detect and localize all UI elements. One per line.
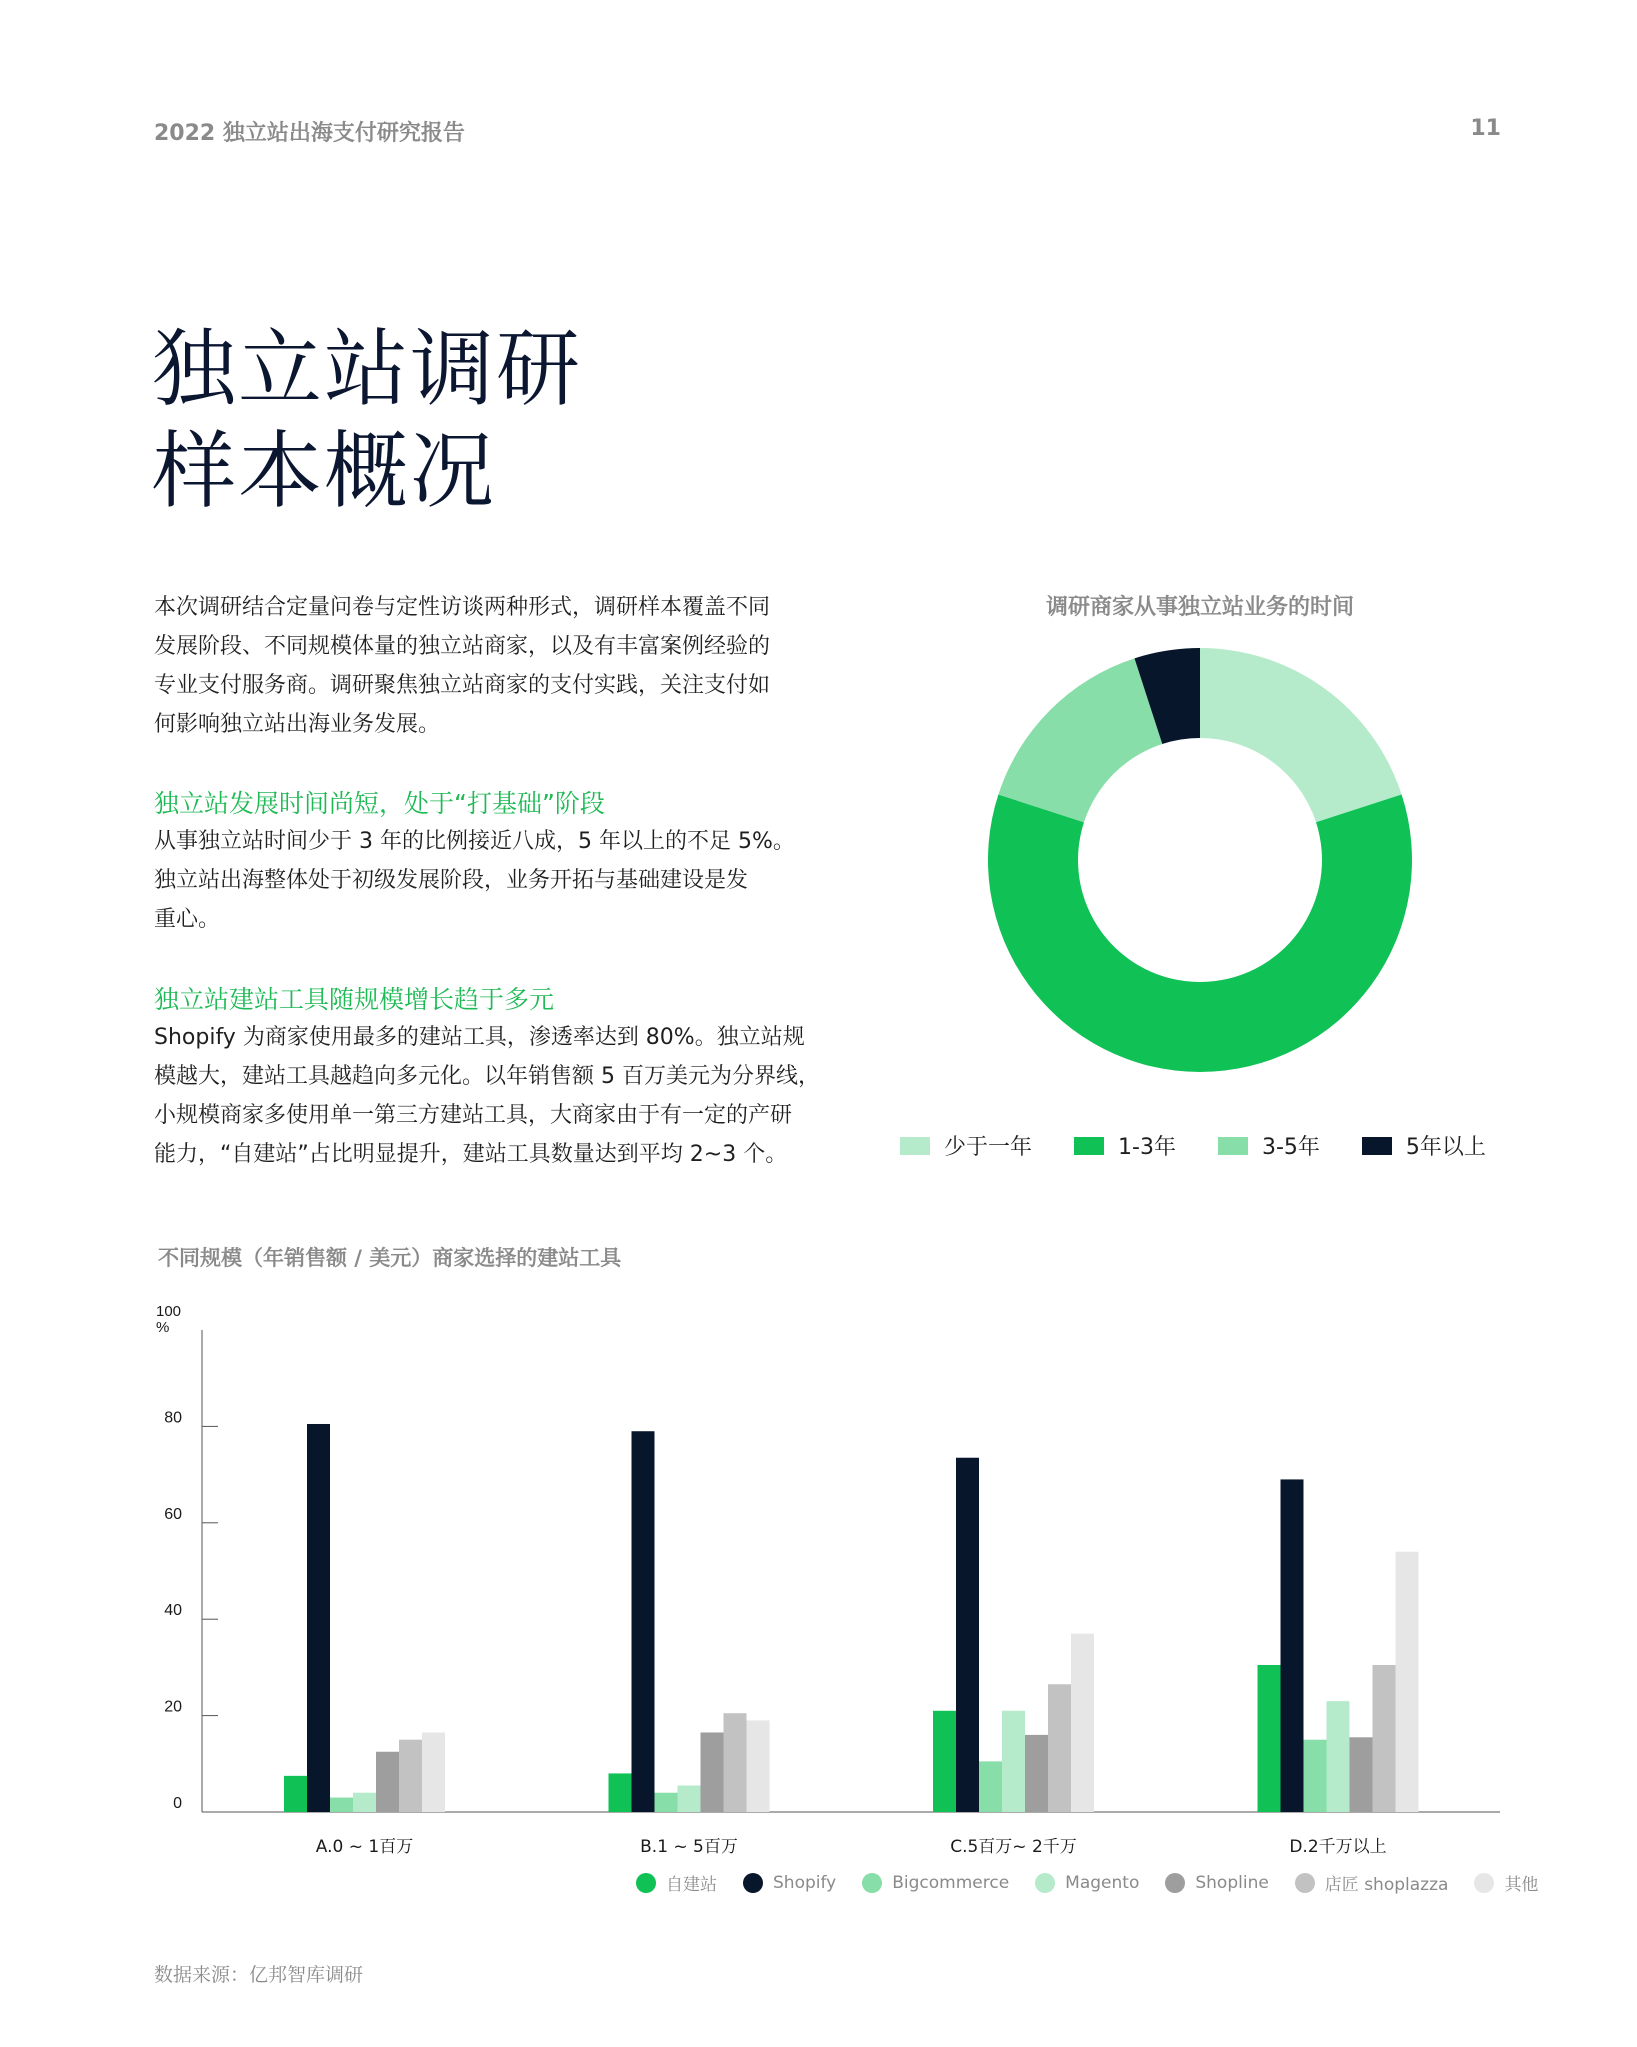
legend-swatch — [1218, 1137, 1248, 1155]
section1-line: 重心。 — [154, 907, 221, 932]
section2-heading: 独立站建站工具随规模增长趋于多元 — [154, 985, 555, 1014]
legend-dot — [1035, 1873, 1055, 1893]
y-tick-label: 0 — [173, 1795, 182, 1812]
bar-legend — [636, 1870, 1538, 1895]
legend-label: 3-5年 — [1261, 1135, 1320, 1160]
x-tick-label: B.1 ~ 5百万 — [640, 1837, 738, 1857]
y-tick-label: 60 — [164, 1505, 182, 1523]
y-tick-label: 20 — [164, 1698, 182, 1716]
legend-label: Magento — [1065, 1872, 1140, 1893]
legend-dot — [862, 1873, 882, 1893]
donut-slice — [1200, 648, 1402, 822]
donut-legend — [900, 1130, 1486, 1161]
legend-dot — [636, 1873, 656, 1893]
section1-heading: 独立站发展时间尚短，处于“打基础”阶段 — [154, 789, 605, 818]
section2-body — [154, 1018, 820, 1174]
legend-swatch — [900, 1137, 930, 1155]
legend-dot — [1295, 1873, 1315, 1893]
legend-label: 1-3年 — [1118, 1135, 1176, 1160]
donut-slice — [998, 658, 1162, 822]
bar — [1071, 1634, 1094, 1812]
x-tick-label: C.5百万~ 2千万 — [950, 1837, 1077, 1857]
intro-line: 专业支付服务商。调研聚焦独立站商家的支付实践，关注支付如 — [154, 673, 771, 698]
bar — [284, 1776, 307, 1812]
y-axis-label: 100 — [156, 1303, 182, 1320]
legend-dot — [743, 1873, 763, 1893]
legend-swatch — [1074, 1137, 1104, 1155]
bar — [1396, 1552, 1419, 1812]
y-tick-label: 40 — [164, 1602, 182, 1620]
bar — [724, 1713, 747, 1812]
donut-legend-item — [1074, 1130, 1176, 1161]
bar-legend-item — [862, 1873, 1009, 1893]
legend-label: Shopline — [1195, 1872, 1269, 1893]
data-source: 数据来源：亿邦智库调研 — [154, 1964, 364, 1986]
bar — [1327, 1701, 1350, 1812]
bar — [1304, 1740, 1327, 1812]
donut-legend-item — [900, 1130, 1032, 1161]
page-title-line2: 样本概况 — [152, 422, 497, 520]
donut-legend-item — [1362, 1130, 1486, 1161]
section2-line: 小规模商家多使用单一第三方建站工具，大商家由于有一定的产研 — [154, 1103, 793, 1128]
section1-line: 独立站出海整体处于初级发展阶段，业务开拓与基础建设是发 — [154, 868, 749, 893]
bar-legend-item — [743, 1873, 836, 1893]
bar — [1258, 1665, 1281, 1812]
bar — [1002, 1711, 1025, 1812]
bar — [655, 1793, 678, 1812]
page-title-line1: 独立站调研 — [152, 320, 583, 418]
intro-line: 何影响独立站出海业务发展。 — [154, 712, 441, 737]
donut-chart-title: 调研商家从事独立站业务的时间 — [1045, 595, 1354, 620]
intro-line: 发展阶段、不同规模体量的独立站商家，以及有丰富案例经验的 — [154, 634, 771, 659]
section2-line: Shopify 为商家使用最多的建站工具，渗透率达到 80%。独立站规 — [154, 1025, 805, 1050]
legend-label: 店匠 shoplazza — [1324, 1875, 1449, 1895]
section2-line: 能力，“自建站”占比明显提升，建站工具数量达到平均 2~3 个。 — [154, 1142, 788, 1167]
bar-chart-title: 不同规模（年销售额 / 美元）商家选择的建站工具 — [158, 1246, 622, 1270]
bar — [376, 1752, 399, 1812]
x-tick-label: A.0 ~ 1百万 — [315, 1837, 414, 1857]
bar — [979, 1761, 1002, 1812]
bar — [747, 1720, 770, 1812]
bar — [330, 1798, 353, 1812]
donut-chart — [980, 640, 1420, 1080]
section1-body — [154, 822, 814, 939]
bar — [678, 1785, 701, 1812]
bar-legend-item — [636, 1870, 717, 1895]
bar — [1048, 1684, 1071, 1812]
legend-label: 5年以上 — [1405, 1135, 1486, 1160]
legend-label: Shopify — [773, 1872, 837, 1893]
y-axis-label: % — [156, 1319, 170, 1336]
bar — [353, 1793, 376, 1812]
legend-dot — [1474, 1873, 1494, 1893]
legend-label: Bigcommerce — [892, 1872, 1010, 1893]
bar — [933, 1711, 956, 1812]
legend-label: 其他 — [1504, 1875, 1539, 1895]
bar — [701, 1732, 724, 1812]
bar — [422, 1732, 445, 1812]
legend-label: 自建站 — [666, 1875, 717, 1895]
intro-line: 本次调研结合定量问卷与定性访谈两种形式，调研样本覆盖不同 — [154, 595, 771, 620]
bar-legend-item — [1165, 1873, 1268, 1893]
y-tick-label: 80 — [164, 1409, 182, 1427]
legend-label: 少于一年 — [944, 1135, 1033, 1160]
legend-swatch — [1362, 1137, 1392, 1155]
bar-legend-item — [1474, 1870, 1538, 1895]
intro-paragraph — [154, 588, 814, 744]
bar — [1025, 1735, 1048, 1812]
x-tick-label: D.2千万以上 — [1289, 1837, 1387, 1857]
bar — [609, 1773, 632, 1812]
section2-line: 模越大，建站工具越趋向多元化。以年销售额 5 百万美元为分界线， — [154, 1064, 820, 1089]
bar-legend-item — [1035, 1873, 1139, 1893]
donut-legend-item — [1218, 1130, 1320, 1161]
section1-line: 从事独立站时间少于 3 年的比例接近八成，5 年以上的不足 5%。 — [154, 829, 795, 854]
bar — [632, 1431, 655, 1812]
donut-slice — [988, 794, 1412, 1072]
bar — [1281, 1479, 1304, 1812]
bar — [307, 1424, 330, 1812]
page-title — [152, 318, 582, 522]
bar-legend-item — [1295, 1870, 1449, 1895]
bar — [1373, 1665, 1396, 1812]
legend-dot — [1165, 1873, 1185, 1893]
bar — [399, 1740, 422, 1812]
report-title: 2022 独立站出海支付研究报告 — [154, 121, 465, 146]
bar — [956, 1458, 979, 1812]
bar — [1350, 1737, 1373, 1812]
page-number: 11 — [1470, 116, 1501, 141]
bar-chart — [140, 1300, 1500, 1857]
